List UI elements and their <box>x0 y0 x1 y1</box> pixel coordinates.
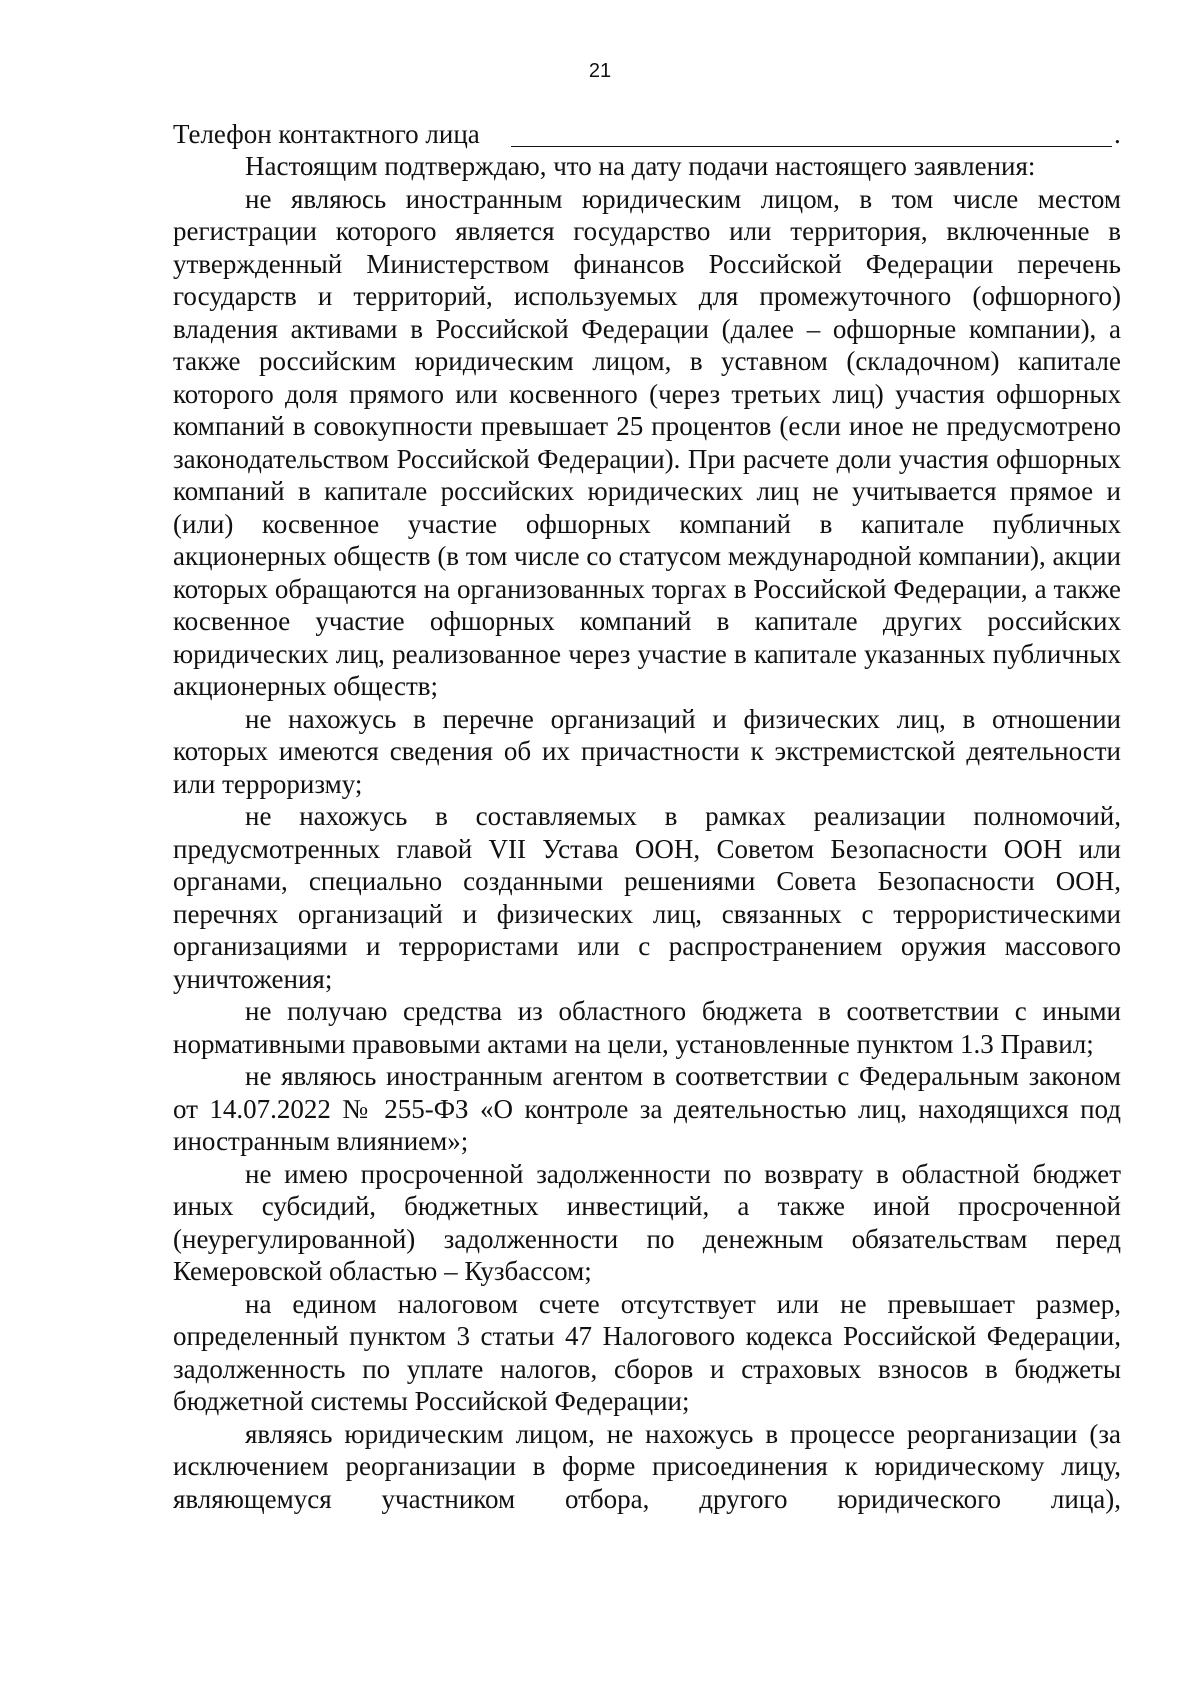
paragraph-overdue-debt: не имею просроченной задолженности по возврату в областной бюджет иных субсидий, бюджетных инвестиций, а также иной просроченной (неурегулированной) задолженности по денежным обязательствам перед Кемеровской областью – Кузбассом; <box>173 1158 1121 1286</box>
paragraph-tax-account: на едином налоговом счете отсутствует или не превышает размер, определенный пунктом 3 статьи 47 Налогового кодекса Российской Федерации, задолженность по уплате налогов, сборов и страховых взносов в бюджеты бюджетной системы Российской Федерации; <box>173 1288 1121 1416</box>
paragraph-foreign-agent: не являюсь иностранным агентом в соответствии с Федеральным законом от 14.07.2022 № 255-ФЗ «О контроле за деятельностью лиц, находящихся под иностранным влиянием»; <box>173 1061 1121 1156</box>
paragraph-offshore: не являюсь иностранным юридическим лицом, в том числе местом регистрации которого является государство или территория, включенные в утвержденный Министерством финансов Российской Федерации перечень государств и территорий, используемых для промежуточного (офшорного) владения активами в Российской Федерации (далее – офшорные компании), а также российским юридическим лицом, в уставном (складочном) капитале которого доля прямого или косвенного (через третьих лиц) участия офшорных компаний в совокупности превышает 25 процентов (если иное не предусмотрено законодательством Российской Федерации). При расчете доли участия офшорных компаний в капитале российских юридических лиц не учитывается прямое и (или) косвенное участие офшорных компаний в капитале публичных акционерных обществ (в том числе со статусом международной компании), акции которых обращаются на организованных торгах в Российской Федерации, а также косвенное участие офшорных компаний в капитале других российских юридических лиц, реализованное через участие в капитале указанных публичных акционерных обществ; <box>173 183 1121 701</box>
phone-field-blank-line <box>511 146 1112 147</box>
paragraph-regional-budget: не получаю средства из областного бюджета в соответствии с иными нормативными правовыми актами на цели, установленные пунктом 1.3 Правил; <box>173 996 1121 1059</box>
phone-field-row <box>173 118 1121 150</box>
paragraph-reorganization: являясь юридическим лицом, не нахожусь в процессе реорганизации (за исключением реорганизации в форме присоединения к юридическому лицу, являющемуся участником отбора, другого юридического лица), <box>173 1418 1121 1514</box>
phone-field-label: Телефон контактного лица <box>173 119 480 149</box>
paragraph-un-lists: не нахожусь в составляемых в рамках реализации полномочий, предусмотренных главой VII Устава ООН, Советом Безопасности ООН или органами, специально созданными решениями Совета Безопасности ООН, перечнях организаций и физических лиц, связанных с террористическими организациями и террористами или с распространением оружия массового уничтожения; <box>173 801 1121 994</box>
paragraph-extremism: не нахожусь в перечне организаций и физических лиц, в отношении которых имеются сведения об их причастности к экстремистской деятельности или терроризму; <box>173 703 1121 799</box>
page-number: 21 <box>588 60 612 82</box>
phone-field-end-mark: . <box>1114 119 1121 149</box>
confirmation-intro: Настоящим подтверждаю, что на дату подачи настоящего заявления: <box>245 151 1036 181</box>
document-body <box>173 118 1121 1515</box>
